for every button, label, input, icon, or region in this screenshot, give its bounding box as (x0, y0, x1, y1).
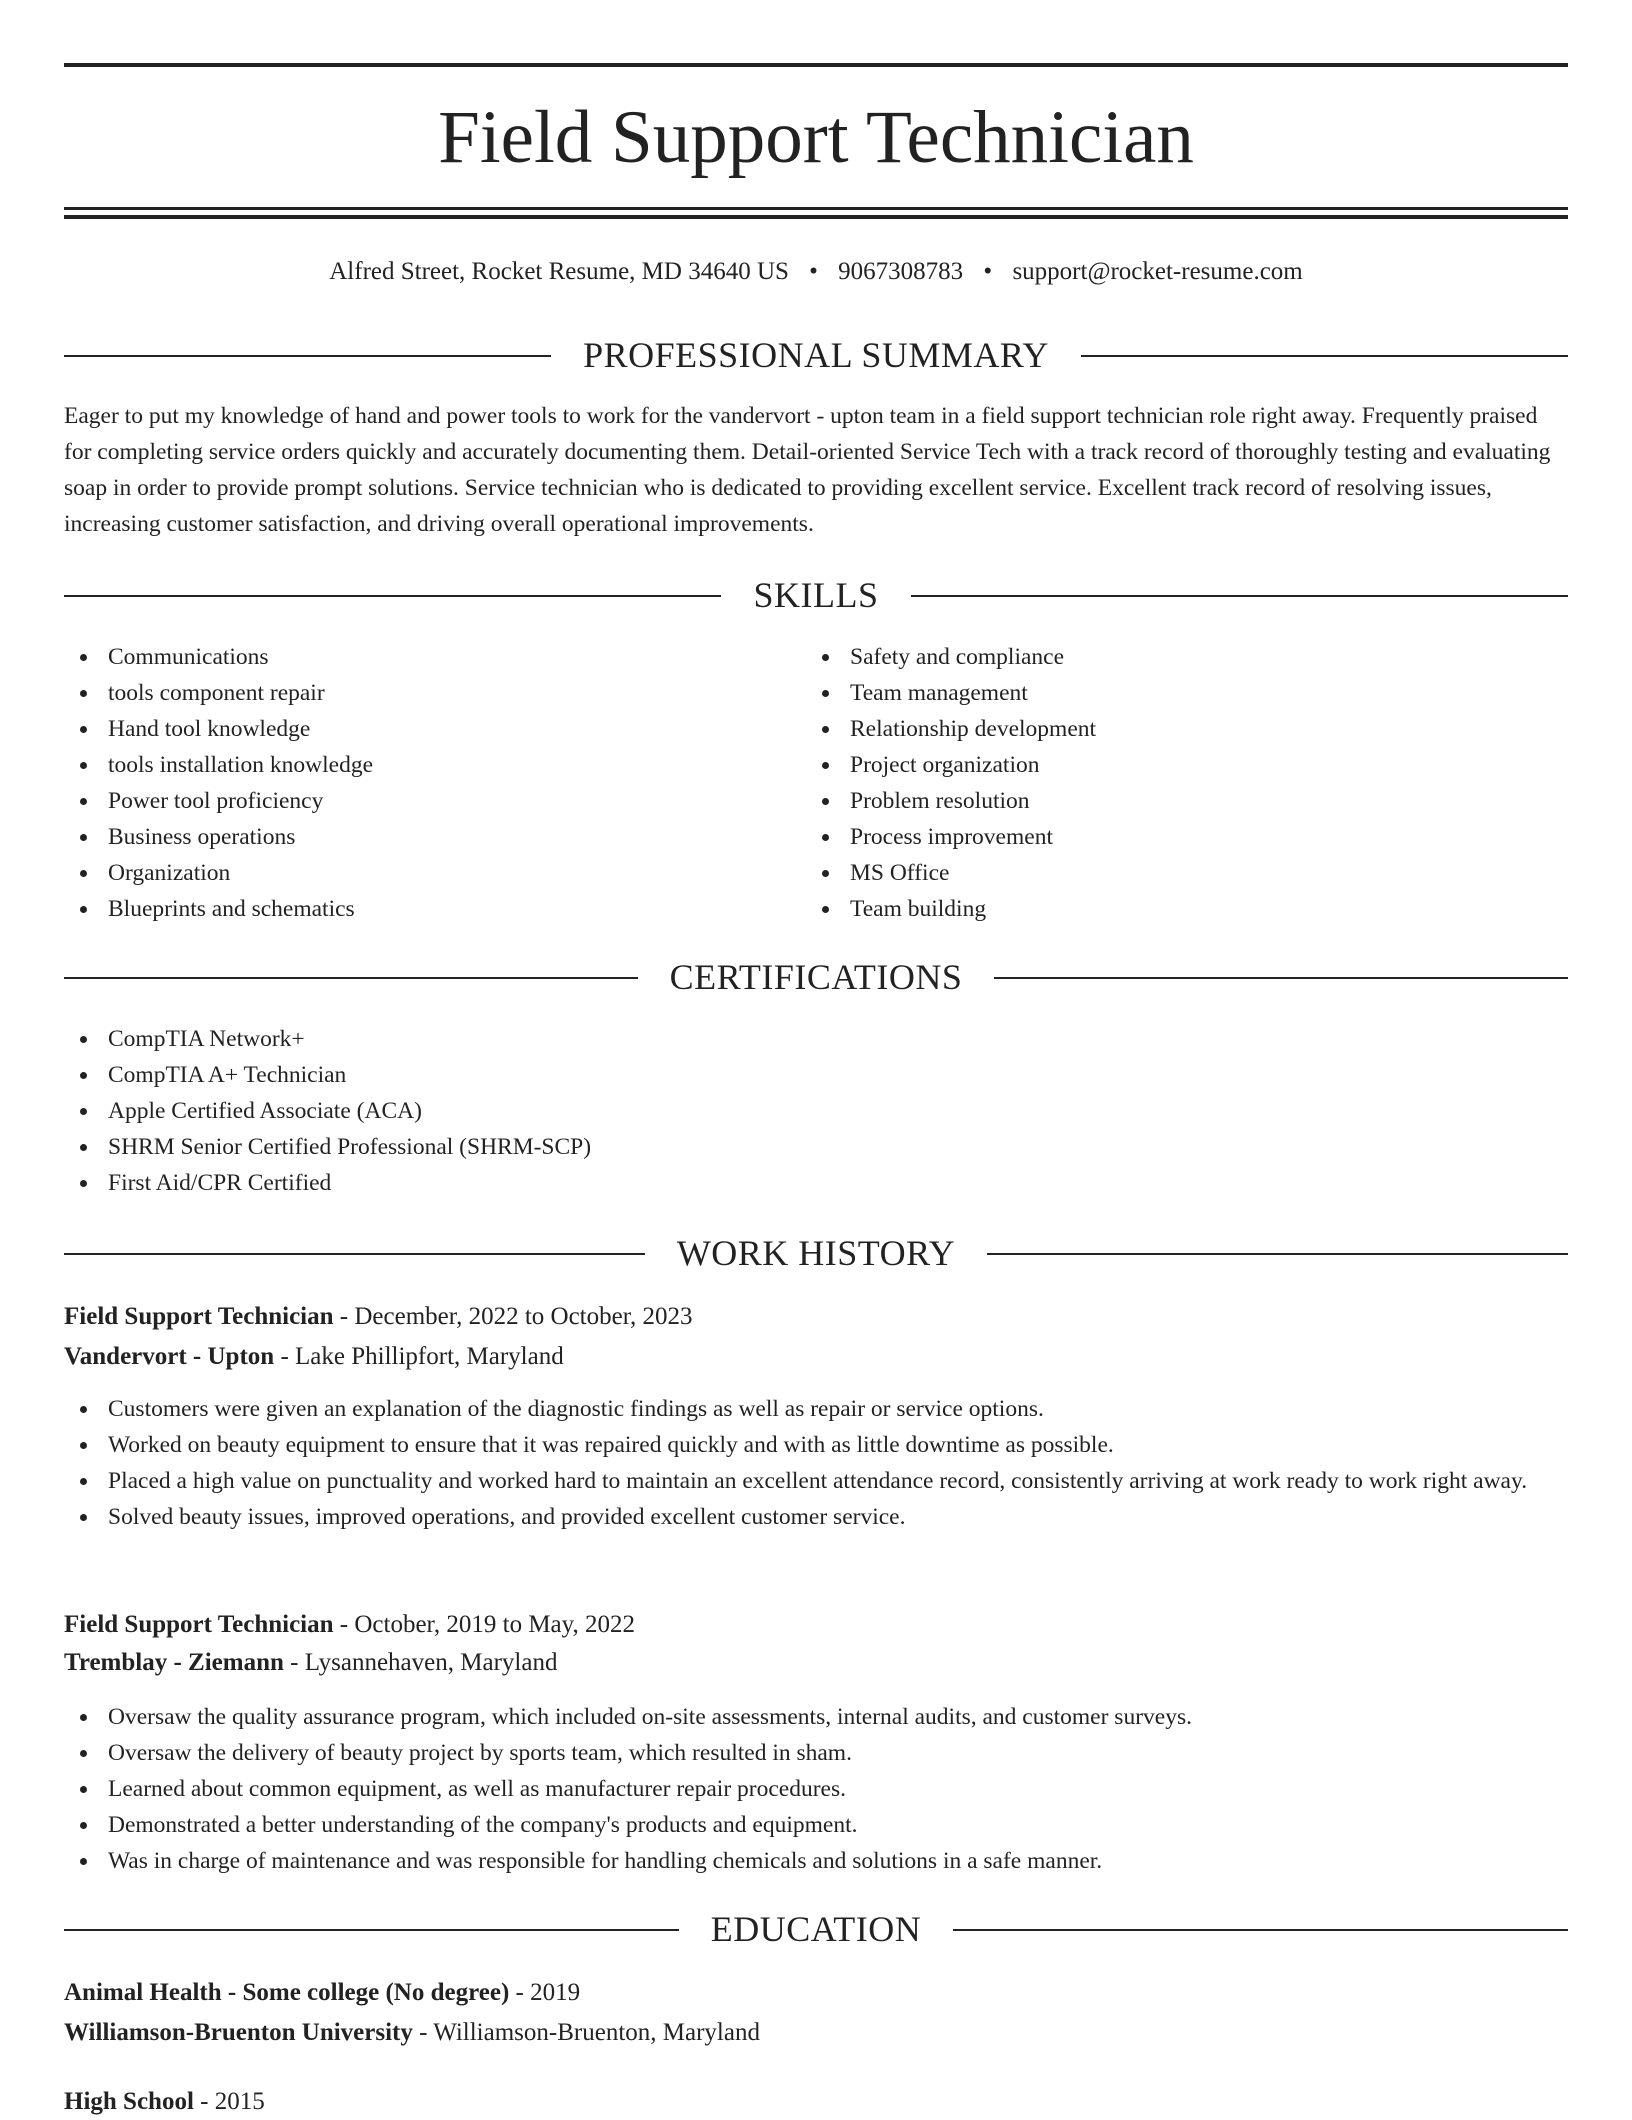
job-title-line (64, 1607, 635, 1643)
skills-heading-text: SKILLS (721, 575, 910, 615)
contact-phone: 9067308783 (838, 258, 964, 285)
certifications-heading (64, 952, 1568, 1002)
skills-list-left (64, 639, 806, 927)
job-title: Field Support Technician (64, 1303, 334, 1330)
job-bullet: Solved beauty issues, improved operations, and provided excellent customer service. (64, 1499, 1568, 1535)
job-bullet: Placed a high value on punctuality and worked hard to maintain an excellent attendance record, consistently arriving at work ready to work right away. (64, 1463, 1568, 1499)
job-bullets (64, 1699, 1568, 1879)
education-school-line (64, 2015, 760, 2051)
education-location: - Williamson-Bruenton, Maryland (412, 2019, 760, 2046)
education-degree-line (64, 2084, 265, 2120)
skill-item: tools component repair (64, 675, 806, 711)
skill-item: Power tool proficiency (64, 783, 806, 819)
skill-item: Project organization (806, 747, 1568, 783)
contact-separator: • (809, 258, 818, 285)
certification-item: Apple Certified Associate (ACA) (64, 1093, 1568, 1129)
skill-item: MS Office (806, 855, 1568, 891)
job-bullet: Demonstrated a better understanding of the company's products and equipment. (64, 1807, 1568, 1843)
skill-item: Process improvement (806, 819, 1568, 855)
contact-email: support@rocket-resume.com (1012, 258, 1303, 285)
skill-item: tools installation knowledge (64, 747, 806, 783)
header-double-rule-lower (64, 215, 1568, 219)
job-company: Tremblay - Ziemann (64, 1649, 284, 1676)
education-degree-line (64, 1975, 580, 2011)
job-bullet: Worked on beauty equipment to ensure that it was repaired quickly and with as little downtime as possible. (64, 1427, 1568, 1463)
resume-title: Field Support Technician (438, 96, 1194, 179)
job-title: Field Support Technician (64, 1611, 334, 1638)
job-location: - Lake Phillipfort, Maryland (274, 1343, 564, 1370)
education-degree: Animal Health - Some college (No degree) (64, 1979, 510, 2006)
education-degree: High School (64, 2088, 194, 2115)
skill-item: Safety and compliance (806, 639, 1568, 675)
certification-item: First Aid/CPR Certified (64, 1165, 1568, 1201)
skill-item: Business operations (64, 819, 806, 855)
job-bullet: Oversaw the quality assurance program, which included on-site assessments, internal audits, and customer surveys. (64, 1699, 1568, 1735)
certification-item: SHRM Senior Certified Professional (SHRM-SCP) (64, 1129, 1568, 1165)
contact-separator: • (983, 258, 993, 285)
job-bullet: Learned about common equipment, as well as manufacturer repair procedures. (64, 1771, 1568, 1807)
summary-heading (64, 330, 1568, 380)
job-dates: - October, 2019 to May, 2022 (333, 1611, 636, 1638)
job-company-line (64, 1645, 557, 1681)
certifications-heading-text: CERTIFICATIONS (638, 957, 995, 997)
education-school: Williamson-Bruenton University (64, 2019, 413, 2046)
job-bullets (64, 1391, 1568, 1535)
job-bullet: Was in charge of maintenance and was responsible for handling chemicals and solutions in a safe manner. (64, 1843, 1568, 1879)
certifications-list (64, 1021, 1568, 1201)
job-company-line (64, 1339, 564, 1375)
certification-item: CompTIA Network+ (64, 1021, 1568, 1057)
education-year: - 2019 (509, 1979, 581, 2006)
education-year: - 2015 (193, 2088, 265, 2115)
contact-line (64, 254, 1568, 290)
header-top-rule (64, 63, 1568, 67)
work-history-heading (64, 1228, 1568, 1278)
skill-item: Problem resolution (806, 783, 1568, 819)
job-bullet: Customers were given an explanation of the diagnostic findings as well as repair or service options. (64, 1391, 1568, 1427)
skill-item: Relationship development (806, 711, 1568, 747)
job-dates: - December, 2022 to October, 2023 (333, 1303, 693, 1330)
education-heading (64, 1904, 1568, 1954)
skill-item: Blueprints and schematics (64, 891, 806, 927)
skills-list-right (806, 639, 1568, 927)
job-company: Vandervort - Upton (64, 1343, 275, 1370)
skill-item: Team management (806, 675, 1568, 711)
job-title-line (64, 1299, 693, 1335)
summary-heading-text: PROFESSIONAL SUMMARY (551, 335, 1081, 375)
skill-item: Organization (64, 855, 806, 891)
skill-item: Communications (64, 639, 806, 675)
skill-item: Team building (806, 891, 1568, 927)
header-double-rule-upper (64, 207, 1568, 210)
skills-heading (64, 570, 1568, 620)
contact-address: Alfred Street, Rocket Resume, MD 34640 US (329, 258, 789, 285)
education-heading-text: EDUCATION (679, 1909, 953, 1949)
certification-item: CompTIA A+ Technician (64, 1057, 1568, 1093)
summary-text: Eager to put my knowledge of hand and power tools to work for the vandervort - upton team in a field support technician role right away. Frequently praised for completing service orders quickly and accurately documenting them. Detail-oriented Service Tech with a track record of thoroughly testing and evaluating soap in order to provide prompt solutions. Service technician who is dedicated to providing excellent service. Excellent track record of resolving issues, increasing customer satisfaction, and driving overall operational improvements. (64, 403, 1551, 537)
job-location: - Lysannehaven, Maryland (283, 1649, 558, 1676)
job-bullet: Oversaw the delivery of beauty project by sports team, which resulted in sham. (64, 1735, 1568, 1771)
work-history-heading-text: WORK HISTORY (645, 1233, 987, 1273)
skill-item: Hand tool knowledge (64, 711, 806, 747)
